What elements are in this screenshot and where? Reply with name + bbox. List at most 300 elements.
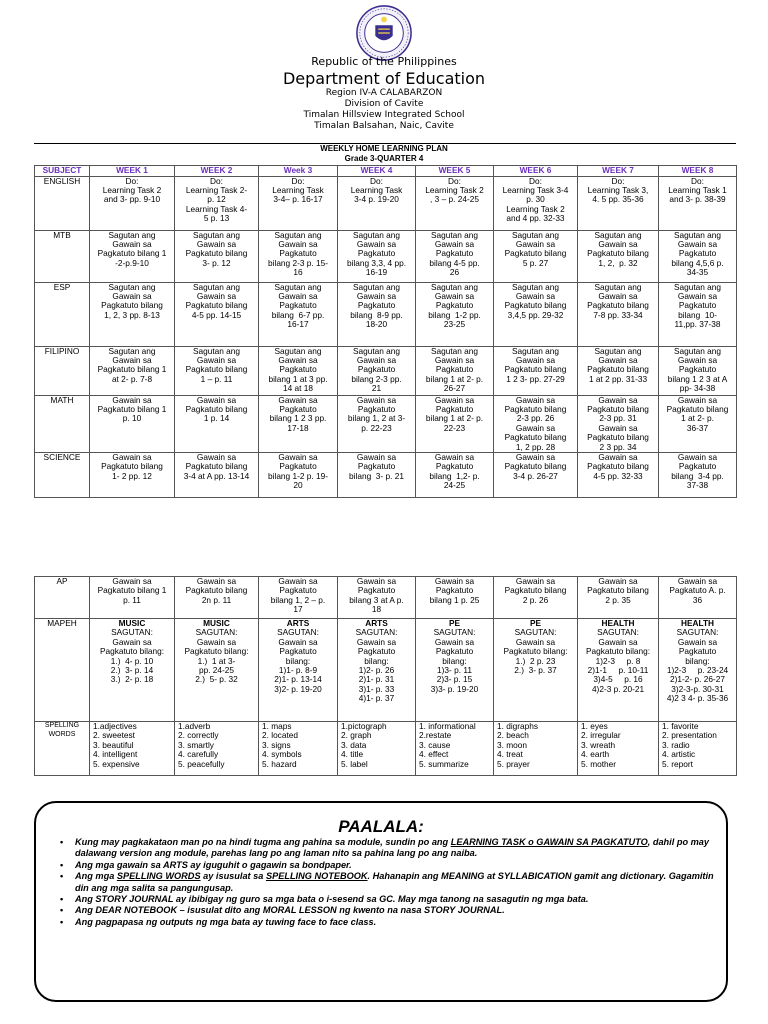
department-name: Department of Education <box>282 69 486 88</box>
cell-line: Sagutan ang <box>511 282 560 292</box>
week-cell <box>494 230 578 282</box>
week-cell <box>578 452 659 497</box>
table-row <box>35 577 737 619</box>
cell-line: 2 p. 26 <box>522 594 549 605</box>
week-cell <box>90 230 175 282</box>
week-cell <box>659 282 737 346</box>
week-cell <box>494 176 578 230</box>
cell-line: SAGUTAN: <box>514 627 557 638</box>
cell-line: 26 <box>449 267 460 278</box>
table-row <box>35 395 737 452</box>
week-cell <box>175 176 259 230</box>
cell-line: 18 <box>371 604 382 615</box>
table-row <box>35 452 737 497</box>
cell-line: bilang: <box>442 655 467 666</box>
cell-line: Sagutan ang <box>352 230 401 240</box>
cell-line: Sagutan ang <box>430 282 479 292</box>
week-cell <box>338 619 416 722</box>
cell-line: 3. moon <box>497 739 527 750</box>
cell-line: Pagkatuto <box>357 403 396 414</box>
cell-line: 5. peacefully <box>178 758 225 769</box>
cell-line: 1. digraphs <box>497 721 539 731</box>
week-cell <box>494 395 578 452</box>
week-cell <box>659 452 737 497</box>
cell-line: Gawain sa <box>356 395 397 405</box>
cell-line: Gawain sa <box>112 636 152 647</box>
cell-line: Gawain sa <box>434 354 475 365</box>
col-header: WEEK 5 <box>416 166 494 177</box>
cell-line: Sagutan ang <box>511 346 560 356</box>
cell-line: 34-35 <box>686 267 709 278</box>
week-cell <box>494 619 578 722</box>
week-cell <box>659 722 737 776</box>
paalala-item <box>58 860 718 871</box>
cell-line: Sagutan ang <box>274 282 322 292</box>
cell-line: Gawain sa <box>434 290 475 301</box>
mapeh-component: ARTS <box>286 618 310 628</box>
col-header: WEEK 1 <box>90 166 175 177</box>
cell-line: Pagkatuto bilang <box>185 364 248 375</box>
underlined-text: SPELLING WORDS <box>116 871 201 882</box>
cell-line: Sagutan ang <box>108 346 156 356</box>
week-cell <box>175 619 259 722</box>
cell-line: bilang 4-5 pp. <box>429 257 480 268</box>
table-row <box>35 346 737 395</box>
cell-line: 4. earth <box>581 749 610 760</box>
cell-line: Sagutan ang <box>192 346 241 356</box>
cell-line: 2. presentation <box>662 730 717 741</box>
cell-line: 2. located <box>262 730 298 741</box>
cell-line: Learning Task 2- <box>185 184 248 195</box>
cell-line: 1)2- p. 26 <box>358 665 395 676</box>
cell-line: Gawain sa <box>515 576 556 586</box>
cell-line: Gawain sa <box>598 636 638 647</box>
cell-line: 36-37 <box>686 422 709 433</box>
cell-line: 4. symbols <box>262 749 302 760</box>
cell-line: Gawain sa <box>112 395 152 405</box>
col-header: WEEK 6 <box>494 166 578 177</box>
week-cell <box>259 722 338 776</box>
week-cell <box>494 722 578 776</box>
cell-line: Gawain sa <box>356 636 397 647</box>
subject-cell: MAPEH <box>35 619 90 722</box>
cell-line: 3,4,5 pp. 29-32 <box>507 309 564 320</box>
cell-line: Pagkatuto <box>435 364 474 375</box>
note-text: Ang mga gawain sa ARTS ay iguguhit o gagawin sa bondpaper. <box>75 859 352 870</box>
week-cell <box>659 619 737 722</box>
cell-line: 3. smartly <box>178 739 214 750</box>
cell-line: Sagutan ang <box>108 230 156 240</box>
cell-line: Sagutan ang <box>352 346 401 356</box>
cell-line: Pagkatuto bilang <box>587 300 649 311</box>
cell-line: 4. artistic <box>662 749 696 760</box>
cell-line: 1, 2, p. 32 <box>598 257 638 268</box>
cell-line: Pagkatuto bilang <box>504 585 567 596</box>
cell-line: 18-20 <box>365 319 388 330</box>
cell-line: 36 <box>692 594 703 605</box>
cell-line: Do: <box>210 176 223 186</box>
week-cell <box>338 722 416 776</box>
school-name: Timalan Hillsview Integrated School <box>303 110 465 120</box>
cell-line: 21 <box>371 383 382 394</box>
cell-line: Gawain sa <box>515 422 556 433</box>
week-cell <box>416 619 494 722</box>
cell-line: 2)1-2- p. 26-27 <box>670 674 725 685</box>
cell-line: Gawain sa <box>196 238 237 249</box>
cell-line: 16 <box>293 267 303 278</box>
cell-line: Gawain sa <box>515 395 556 405</box>
paalala-item <box>58 917 718 928</box>
note-text: Kung may pagkakataon man po na hindi tugma ang pahina sa module, sundin po ang <box>75 837 451 847</box>
cell-line: Sagutan ang <box>430 346 479 356</box>
cell-line: 4-5 pp. 32-33 <box>593 470 643 481</box>
week-cell <box>90 395 175 452</box>
cell-line: Pagkatuto bilang <box>101 300 163 311</box>
mapeh-component: HEALTH <box>680 618 715 628</box>
cell-line: 1. maps <box>262 721 292 731</box>
cell-line: 1)1- p. 8-9 <box>278 665 318 676</box>
cell-line: bilang 1 2 3 at A <box>667 373 728 384</box>
cell-line: Pagkatuto bilang <box>504 248 567 259</box>
cell-line: 5. report <box>662 758 693 769</box>
cell-line: Gawain sa <box>677 452 718 462</box>
cell-line: 2n p. 11 <box>201 594 232 605</box>
cell-line: Sagutan ang <box>430 230 479 240</box>
cell-line: 5. expensive <box>93 758 140 769</box>
cell-line: Pagkatuto bilang <box>587 248 649 259</box>
cell-line: Pagkatuto <box>279 585 317 596</box>
cell-line: 1 p. 14 <box>203 413 230 424</box>
cell-line: 26-27 <box>443 383 466 394</box>
cell-line: 1.adverb <box>178 721 211 731</box>
cell-line: Do: <box>691 176 704 186</box>
cell-line: Gawain sa <box>598 452 638 462</box>
cell-line: 2. beach <box>497 730 529 741</box>
cell-line: Pagkatuto <box>279 364 317 375</box>
cell-line: 4. intelligent <box>93 749 138 760</box>
week-cell <box>416 176 494 230</box>
week-cell <box>90 176 175 230</box>
cell-line: Gawain sa <box>196 636 237 647</box>
cell-line: Pagkatuto bilang 1 <box>97 248 167 259</box>
cell-line: Pagkatuto <box>357 646 396 657</box>
cell-line: Pagkatuto bilang <box>587 461 649 472</box>
col-header: WEEK 8 <box>659 166 737 177</box>
cell-line: bilang 4,5,6 p. <box>671 257 724 268</box>
cell-line: Pagkatuto bilang <box>504 300 567 311</box>
cell-line: Gawain sa <box>112 354 152 365</box>
cell-line: 3)1- p. 33 <box>358 683 395 694</box>
cell-line: Pagkatuto bilang 1 <box>97 585 167 596</box>
cell-line: bilang 3-4 pp. <box>671 470 724 481</box>
cell-line: bilang: <box>285 655 311 666</box>
cell-line: 3. beautiful <box>93 739 134 750</box>
cell-line: Do: <box>611 176 625 186</box>
week-cell <box>578 230 659 282</box>
week-cell <box>338 395 416 452</box>
cell-line: Gawain sa <box>278 290 318 301</box>
col-header: Week 3 <box>259 166 338 177</box>
cell-line: 1 at 2- p. <box>681 413 714 424</box>
cell-line: 3)3- p. 19-20 <box>430 683 479 694</box>
cell-line: Gawain sa <box>598 576 638 586</box>
region-line: Region IV-A CALABARZON <box>325 88 443 98</box>
cell-line: 5. label <box>341 758 368 769</box>
cell-line: Sagutan ang <box>673 346 722 356</box>
cell-line: Gawain sa <box>196 395 237 405</box>
cell-line: Gawain sa <box>356 576 397 586</box>
cell-line: Gawain sa <box>677 354 718 365</box>
note-text: . Hahanapin ang MEANING at SYLLABICATION gamit ang dictionary. Gagamitin din ang mga salita sa pangungusap. <box>75 871 714 893</box>
cell-line: Learning Task 4- <box>185 203 248 214</box>
underlined-text: LEARNING TASK o GAWAIN SA PAGKATUTO <box>450 837 648 847</box>
cell-line: 3)2-3-p. 30-31 <box>671 683 724 694</box>
week-cell <box>175 230 259 282</box>
cell-line: Gawain sa <box>677 576 718 586</box>
cell-line: 1)3- p. 11 <box>437 665 472 676</box>
cell-line: Pagkatuto <box>279 646 317 657</box>
week-cell <box>659 230 737 282</box>
learning-plan-table-top <box>34 165 737 498</box>
cell-line: p. 11 <box>123 594 141 605</box>
cell-line: 1.pictograph <box>341 721 387 731</box>
cell-line: Gawain sa <box>278 576 318 586</box>
cell-line: and 3- pp. 9-10 <box>103 194 161 205</box>
mapeh-component: PE <box>448 618 461 628</box>
cell-line: 16-19 <box>365 267 388 278</box>
cell-line: Gawain sa <box>515 290 556 301</box>
cell-line: 1.adjectives <box>93 721 137 731</box>
subject-cell: SPELLING WORDS <box>35 722 90 776</box>
cell-line: pp- 34-38 <box>679 383 716 394</box>
cell-line: Pagkatuto <box>435 300 474 311</box>
table-row <box>35 282 737 346</box>
cell-line: Gawain sa <box>598 238 638 249</box>
table-row <box>35 619 737 722</box>
cell-line: 2)3- p. 15 <box>436 674 473 685</box>
cell-line: 3-4 p. 19-20 <box>354 194 399 205</box>
week-cell <box>494 452 578 497</box>
cell-line: SAGUTAN: <box>676 627 719 638</box>
cell-line: 5 p. 13 <box>203 213 230 224</box>
cell-line: Learning Task 1 <box>668 184 727 195</box>
mapeh-component: MUSIC <box>203 618 230 628</box>
subject-cell: SCIENCE <box>35 452 90 497</box>
week-cell <box>659 577 737 619</box>
cell-line: Pagkatuto <box>357 585 396 596</box>
cell-line: 2 p. 35 <box>605 594 631 605</box>
week-cell <box>416 577 494 619</box>
week-cell <box>416 452 494 497</box>
republic-line: Republic of the Philippines <box>311 55 457 68</box>
week-cell <box>578 395 659 452</box>
cell-line: 22-23 <box>443 422 466 433</box>
cell-line: Pagkatuto bilang <box>587 364 649 375</box>
cell-line: Pagkatuto <box>678 248 717 259</box>
cell-line: Learning Task <box>272 184 324 195</box>
cell-line: Gawain sa <box>515 238 556 249</box>
cell-line: Gawain sa <box>278 636 318 647</box>
deped-seal-logo <box>355 4 413 62</box>
week-cell <box>338 452 416 497</box>
cell-line: Gawain sa <box>677 290 718 301</box>
cell-line: Do: <box>370 176 383 186</box>
paalala-item <box>58 837 718 860</box>
cell-line: Pagkatuto <box>435 646 474 657</box>
cell-line: bilang 1 at 2- p. <box>425 413 484 424</box>
cell-line: Sagutan ang <box>274 230 322 240</box>
cell-line: Pagkatuto bilang <box>185 248 248 259</box>
mapeh-component: ARTS <box>365 618 388 628</box>
week-cell <box>338 282 416 346</box>
paalala-item <box>58 871 718 894</box>
week-cell <box>175 346 259 395</box>
cell-line: 4. carefully <box>178 749 219 760</box>
cell-line: Pagkatuto <box>357 364 396 375</box>
week-cell <box>259 346 338 395</box>
week-cell <box>416 282 494 346</box>
cell-line: 2 3 pp. 34 <box>599 441 637 452</box>
week-cell <box>494 282 578 346</box>
cell-line: Sagutan ang <box>594 346 642 356</box>
cell-line: 3)4-5 p. 16 <box>593 674 643 685</box>
cell-line: Gawain sa <box>515 636 556 647</box>
cell-line: Sagutan ang <box>192 230 241 240</box>
week-cell <box>259 282 338 346</box>
cell-line: 24-25 <box>443 480 466 491</box>
cell-line: bilang 1,2- p. <box>429 470 480 481</box>
cell-line: Pagkatuto <box>279 248 317 259</box>
cell-line: bilang 1-2 p. 19- <box>268 470 328 481</box>
mapeh-component: MUSIC <box>118 618 146 628</box>
table-row <box>35 230 737 282</box>
cell-line: Pagkatuto <box>435 461 474 472</box>
cell-line: Gawain sa <box>278 354 318 365</box>
cell-line: bilang 1, 2 – p. <box>270 594 326 605</box>
week-cell <box>416 395 494 452</box>
cell-line: -2-p.9-10 <box>115 257 149 268</box>
cell-line: 2)1-1 p. 10-11 <box>587 665 649 676</box>
week-cell <box>578 722 659 776</box>
subject-cell: FILIPINO <box>35 346 90 395</box>
cell-line: 37-38 <box>686 480 709 491</box>
cell-line: Gawain sa <box>196 354 237 365</box>
col-header: SUBJECT <box>35 166 90 177</box>
cell-line: 1 – p. 11 <box>200 373 233 384</box>
cell-line: 3.) 2- p. 18 <box>110 674 154 685</box>
cell-line: Gawain sa <box>112 238 152 249</box>
cell-line: 5 p. 27 <box>522 257 549 268</box>
plan-title: WEEKLY HOME LEARNING PLAN <box>320 144 448 153</box>
week-cell <box>259 230 338 282</box>
cell-line: Pagkatuto bilang: <box>585 646 651 657</box>
cell-line: Learning Task 2 <box>506 203 565 214</box>
week-cell <box>90 282 175 346</box>
mapeh-component: HEALTH <box>601 618 635 628</box>
school-address: Timalan Balsahan, Naic, Cavite <box>314 121 454 131</box>
cell-line: 4)2-3 p. 20-21 <box>591 683 645 694</box>
week-cell <box>416 346 494 395</box>
cell-line: bilang 3 at A p. <box>349 594 404 605</box>
cell-line: Pagkatuto bilang <box>587 432 649 443</box>
note-text: Ang DEAR NOTEBOOK – isusulat dito ang MORAL LESSON ng kwento na nasa STORY JOURNAL. <box>75 905 505 916</box>
division-line: Division of Cavite <box>344 99 424 109</box>
col-header: WEEK 4 <box>338 166 416 177</box>
cell-line: Pagkatuto bilang <box>587 585 649 596</box>
cell-line: Sagutan ang <box>352 282 401 292</box>
cell-line: Pagkatuto bilang <box>504 461 567 472</box>
cell-line: 3- p. 12 <box>202 257 231 268</box>
col-header: WEEK 2 <box>175 166 259 177</box>
cell-line: 7-8 pp. 33-34 <box>593 309 643 320</box>
cell-line: Gawain sa <box>434 452 475 462</box>
cell-line: Sagutan ang <box>511 230 560 240</box>
cell-line: Pagkatuto bilang: <box>184 646 249 657</box>
cell-line: Sagutan ang <box>673 230 722 240</box>
week-cell <box>338 346 416 395</box>
cell-line: 1. favorite <box>662 721 699 731</box>
paalala-item <box>58 894 718 905</box>
cell-line: Pagkatuto <box>435 403 474 414</box>
cell-line: Gawain sa <box>278 452 318 462</box>
week-cell <box>659 346 737 395</box>
note-text: , dahil po may dalawang version ang module, parehas lang po ang laman nito sa pahina lang po ang naiba. <box>75 837 709 859</box>
cell-line: 1.) 2 p. 23 <box>515 655 556 666</box>
cell-line: Pagkatuto <box>357 248 396 259</box>
cell-line: Pagkatuto <box>435 248 474 259</box>
week-cell <box>578 282 659 346</box>
cell-line: 4. effect <box>419 749 449 760</box>
cell-line: bilang 8-9 pp. <box>350 309 403 320</box>
cell-line: Gawain sa <box>434 395 475 405</box>
cell-line: p. 12 <box>207 194 226 205</box>
cell-line: Do: <box>125 176 139 186</box>
week-cell <box>659 395 737 452</box>
cell-line: SAGUTAN: <box>355 627 398 638</box>
cell-line: Pagkatuto <box>678 300 717 311</box>
cell-line: Gawain sa <box>112 452 152 462</box>
cell-line: 1)2-3 p. 8 <box>595 655 641 666</box>
week-cell <box>259 452 338 497</box>
cell-line: pp. 24-25 <box>198 665 235 676</box>
cell-line: 20 <box>293 480 303 491</box>
cell-line: SAGUTAN: <box>111 627 153 638</box>
note-text: ay isusulat sa <box>200 871 266 882</box>
cell-line: bilang 1 2 3 pp. <box>269 413 327 424</box>
cell-line: Sagutan ang <box>594 230 642 240</box>
cell-line: Learning Task <box>350 184 403 195</box>
cell-line: 3-4– p. 16-17 <box>273 194 323 205</box>
cell-line: SAGUTAN: <box>277 627 319 638</box>
cell-line: bilang 1 at 2- p. <box>425 373 484 384</box>
cell-line: 3. wreath <box>581 739 616 750</box>
cell-line: 1- 2 pp. 12 <box>112 470 152 481</box>
cell-line: 1. eyes <box>581 721 608 731</box>
learning-plan-table-bottom <box>34 576 737 776</box>
cell-line: Gawain sa <box>677 238 718 249</box>
cell-line: 3)2- p. 19-20 <box>274 683 322 694</box>
cell-line: 2-3 pp. 31 <box>599 413 637 424</box>
cell-line: 17-18 <box>287 422 309 433</box>
cell-line: Pagkatuto bilang <box>504 432 567 443</box>
subject-cell: MTB <box>35 230 90 282</box>
cell-line: Pagkatuto <box>678 364 717 375</box>
week-cell <box>259 395 338 452</box>
cell-line: Gawain sa <box>112 576 152 586</box>
cell-line: Pagkatuto A. p. <box>669 585 726 596</box>
week-cell <box>659 176 737 230</box>
cell-line: bilang 3- p. 21 <box>349 470 404 481</box>
